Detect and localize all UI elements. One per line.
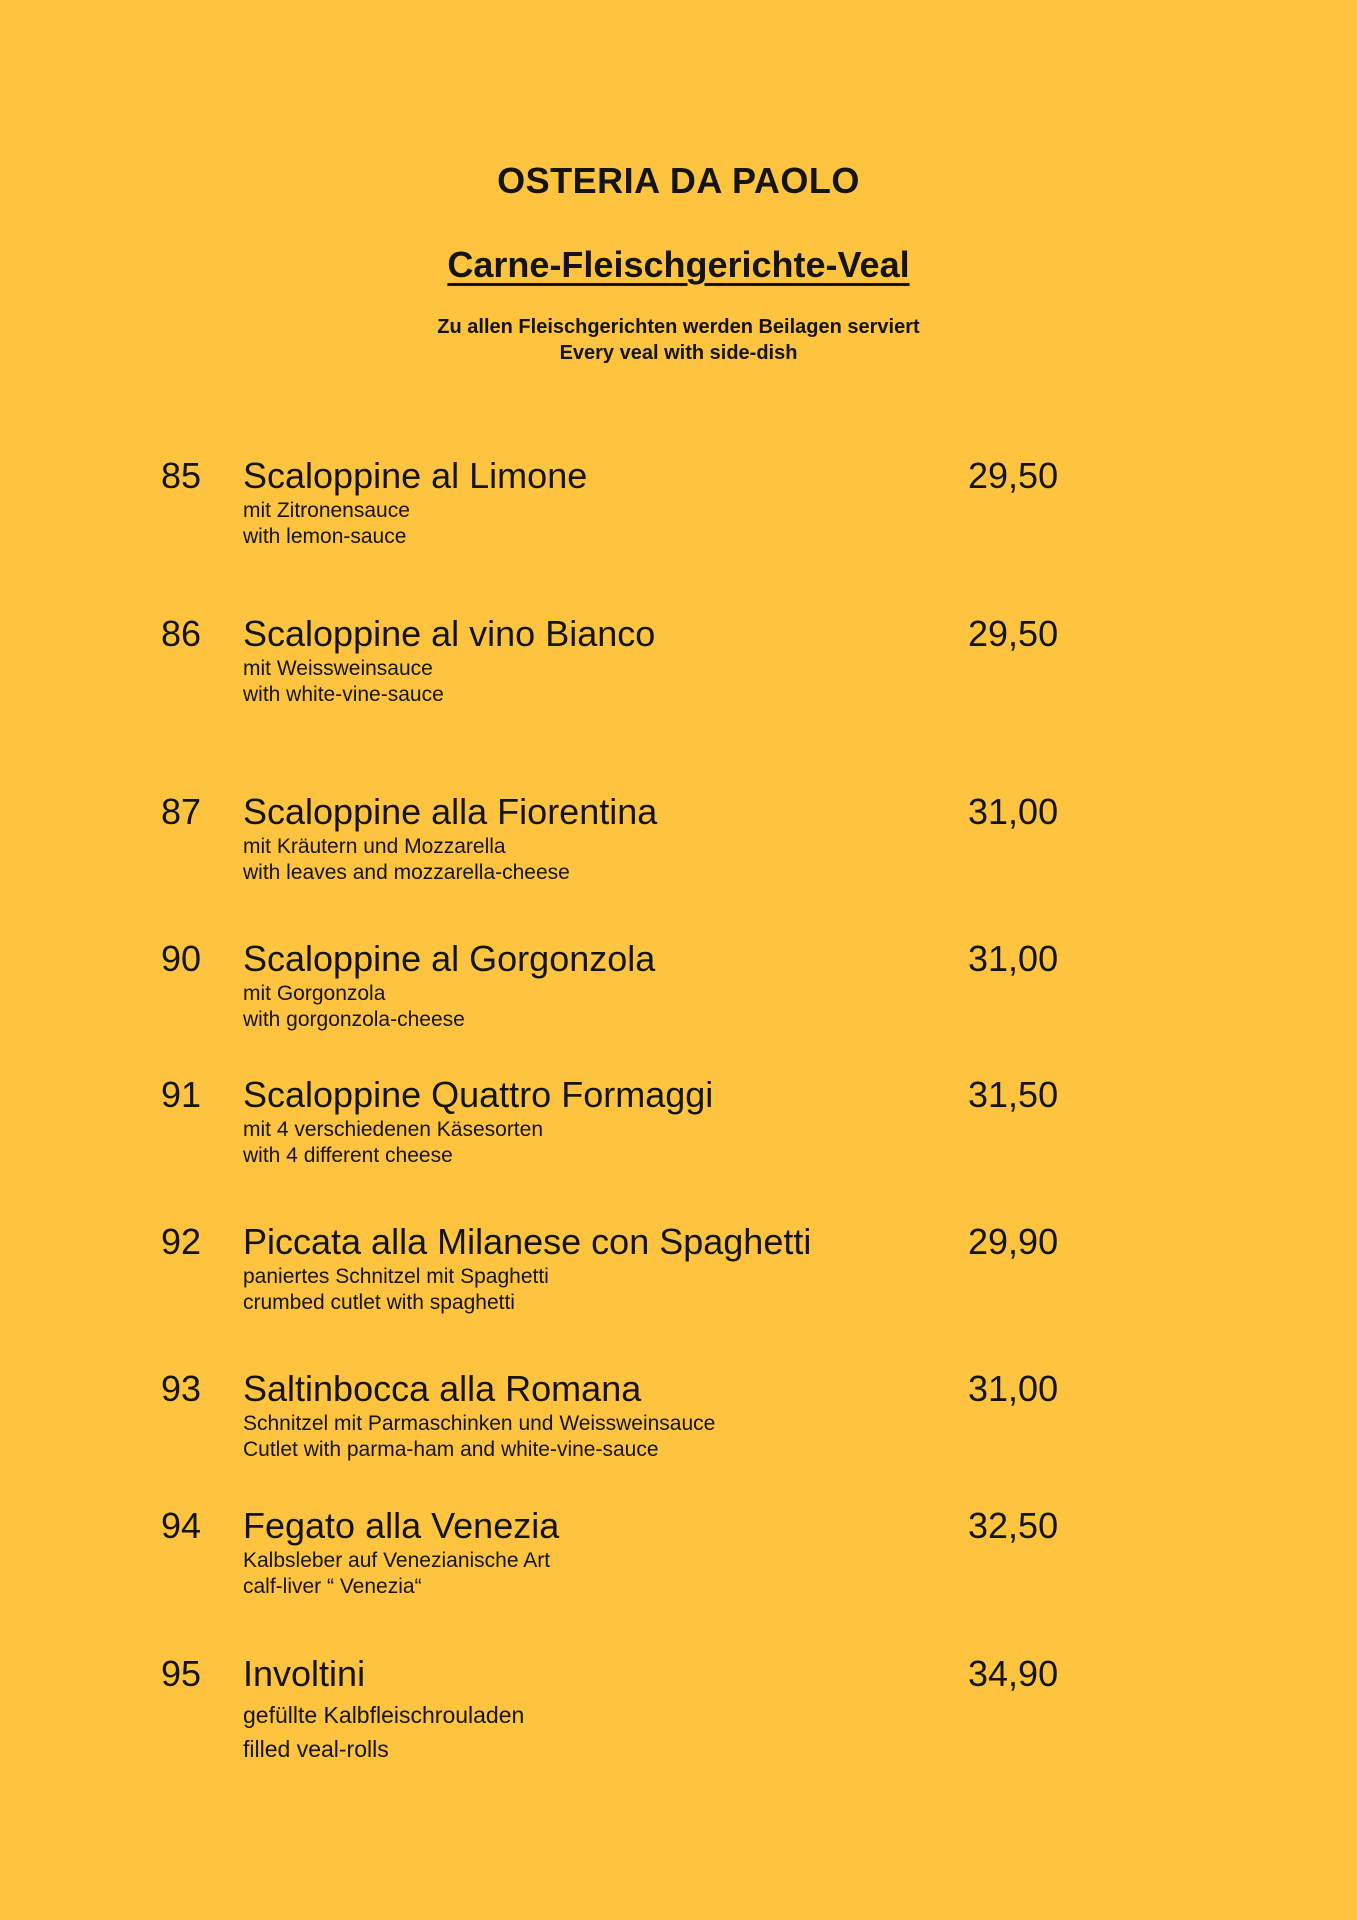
item-price: 34,90 — [968, 1653, 1059, 1694]
item-name: Scaloppine alla Fiorentina — [243, 791, 658, 832]
item-description-english: crumbed cutlet with spaghetti — [243, 1291, 515, 1314]
item-description-german: mit Gorgonzola — [243, 982, 386, 1005]
item-name: Scaloppine al Gorgonzola — [243, 938, 656, 979]
item-name: Piccata alla Milanese con Spaghetti — [243, 1221, 812, 1262]
item-price: 29,50 — [968, 455, 1059, 496]
item-name: Scaloppine al Limone — [243, 455, 588, 496]
item-number: 91 — [161, 1074, 202, 1115]
item-description-german: mit Weissweinsauce — [243, 657, 433, 680]
item-description-english: with leaves and mozzarella-cheese — [243, 861, 570, 884]
item-price: 29,90 — [968, 1221, 1059, 1262]
item-price: 31,00 — [968, 1368, 1059, 1409]
item-description-german: mit Kräutern und Mozzarella — [243, 835, 506, 858]
item-number: 90 — [161, 938, 202, 979]
item-price: 32,50 — [968, 1505, 1059, 1546]
item-description-english: calf-liver “ Venezia“ — [243, 1575, 422, 1598]
side-dish-note-english: Every veal with side-dish — [559, 342, 798, 364]
item-description-german: Schnitzel mit Parmaschinken und Weissweinsauce — [243, 1412, 716, 1435]
item-number: 95 — [161, 1653, 202, 1694]
item-description-german: gefüllte Kalbfleischrouladen — [243, 1702, 525, 1728]
item-description-english: with white-vine-sauce — [243, 683, 444, 706]
item-number: 94 — [161, 1505, 202, 1546]
item-name: Scaloppine Quattro Formaggi — [243, 1074, 714, 1115]
item-price: 31,50 — [968, 1074, 1059, 1115]
item-description-german: mit 4 verschiedenen Käsesorten — [243, 1118, 543, 1141]
item-number: 87 — [161, 791, 202, 832]
item-price: 31,00 — [968, 791, 1059, 832]
item-number: 85 — [161, 455, 202, 496]
item-description-english: filled veal-rolls — [243, 1736, 389, 1762]
item-description-english: Cutlet with parma-ham and white-vine-sauce — [243, 1438, 659, 1461]
section-title: Carne-Fleischgerichte-Veal — [447, 244, 910, 285]
item-name: Scaloppine al vino Bianco — [243, 613, 656, 654]
item-price: 31,00 — [968, 938, 1059, 979]
item-name: Fegato alla Venezia — [243, 1505, 560, 1546]
item-number: 86 — [161, 613, 202, 654]
item-name: Saltinbocca alla Romana — [243, 1368, 642, 1409]
item-description-english: with 4 different cheese — [243, 1144, 453, 1167]
item-description-english: with gorgonzola-cheese — [243, 1008, 465, 1031]
item-name: Involtini — [243, 1653, 366, 1694]
item-description-german: paniertes Schnitzel mit Spaghetti — [243, 1265, 549, 1288]
item-number: 93 — [161, 1368, 202, 1409]
item-description-german: mit Zitronensauce — [243, 499, 410, 522]
restaurant-name: OSTERIA DA PAOLO — [497, 160, 860, 201]
side-dish-note-german: Zu allen Fleischgerichten werden Beilagen serviert — [437, 316, 920, 338]
item-description-german: Kalbsleber auf Venezianische Art — [243, 1549, 551, 1572]
item-number: 92 — [161, 1221, 202, 1262]
item-price: 29,50 — [968, 613, 1059, 654]
item-description-english: with lemon-sauce — [243, 525, 407, 548]
